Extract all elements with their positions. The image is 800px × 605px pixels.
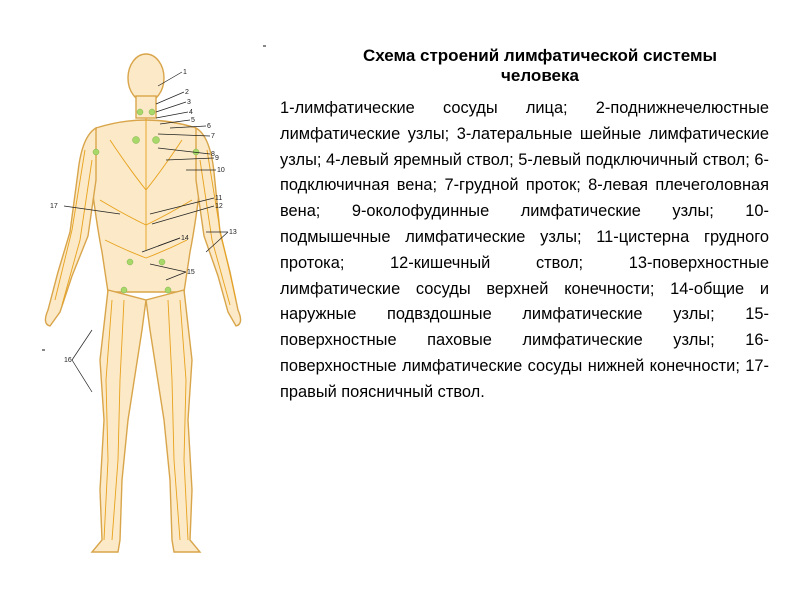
legend-description: 1-лимфатические сосуды лица; 2-поднижнечелюстные лимфатические узлы; 3-латеральные шейные лимфатические узлы; 4-левый яремный ствол; 5-левый подключичный ствол; 6-подключичная вена; 7-грудной проток; 8-левая плечеголовная вена; 9-околофудинные лимфатические узлы; 10-подмышечные лимфатические узлы; 11-цистерна грудного протока; 12-кишечный ствол; 13-поверхностные лимфатические сосуды верхней конечности; 14-общие и наружные подвздошные лимфатические узлы; 15-поверхностные паховые лимфатические узлы; 16-поверхностные лимфатические сосуды нижней конечности; 17-правый поясничный ствол.: [280, 99, 769, 401]
callout-14: 14: [181, 235, 189, 242]
callout-11: 11: [215, 195, 223, 202]
callout-3: 3: [187, 99, 191, 106]
callout-15: 15: [187, 269, 195, 276]
callout-1: 1: [183, 69, 187, 76]
callout-9: 9: [215, 155, 219, 162]
callout-6: 6: [207, 123, 211, 130]
callout-17: 17: [50, 203, 58, 210]
callout-8: 8: [211, 151, 215, 158]
page-title: Схема строений лимфатической системы человека: [362, 46, 718, 85]
callout-10: 10: [217, 167, 225, 174]
callout-4: 4: [189, 109, 193, 116]
callout-5: 5: [191, 117, 195, 124]
callout-12: 12: [215, 203, 223, 210]
lymphatic-system-figure: [0, 0, 270, 600]
stray-mark: [263, 45, 266, 47]
callout-13: 13: [229, 229, 237, 236]
body-silhouette: [45, 54, 240, 552]
callout-2: 2: [185, 89, 189, 96]
callout-7: 7: [211, 133, 215, 140]
stray-mark: [42, 349, 45, 351]
callout-16: 16: [64, 357, 72, 364]
